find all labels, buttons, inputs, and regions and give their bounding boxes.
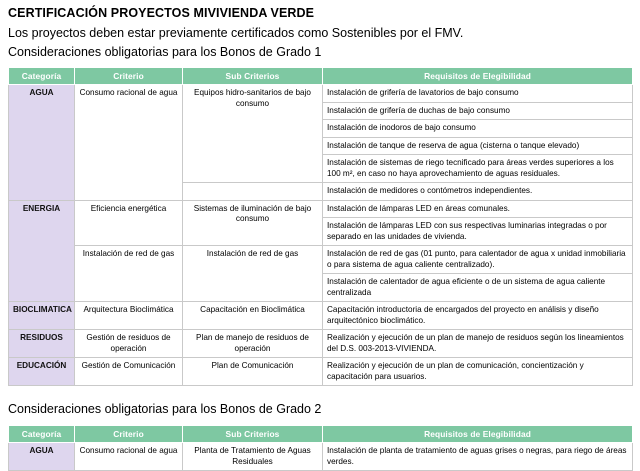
table-row	[9, 246, 633, 274]
table-header-row	[9, 426, 633, 443]
column-header-criterio: Criterio	[75, 426, 183, 443]
cell-requisito: Instalación de inodoros de bajo consumo	[323, 120, 633, 138]
cell-requisito: Capacitación introductoria de encargados del proyecto en análisis y diseño arquitectónico bioclimático.	[323, 302, 633, 330]
cell-requisito: Instalación de grifería de duchas de bajo consumo	[323, 102, 633, 120]
column-header-requisitos: Requisitos de Elegibilidad	[323, 426, 633, 443]
subtitle-grade-1: Consideraciones obligatorias para los Bonos de Grado 1	[8, 44, 322, 59]
cell-subcriterio: Capacitación en Bioclimática	[183, 302, 323, 330]
cell-categoria: ENERGIA	[9, 200, 75, 302]
table-row	[9, 85, 633, 103]
cell-requisito: Instalación de calentador de agua eficiente o de un sistema de agua caliente centralizada	[323, 274, 633, 302]
cell-subcriterio: Instalación de red de gas	[183, 246, 323, 302]
column-header-subcriterios: Sub Criterios	[183, 426, 323, 443]
cell-requisito: Instalación de lámparas LED en áreas comunales.	[323, 200, 633, 218]
cell-criterio: Consumo racional de agua	[75, 85, 183, 201]
column-header-categoria: Categoría	[9, 426, 75, 443]
cell-subcriterio: Planta de Tratamiento de Aguas Residuales	[183, 443, 323, 471]
cell-categoria: RESIDUOS	[9, 330, 75, 358]
cell-requisito: Realización y ejecución de un plan de manejo de residuos según los lineamientos del D.S. 003-2013-VIVIENDA.	[323, 330, 633, 358]
cell-categoria: AGUA	[9, 443, 75, 471]
cell-requisito: Instalación de lámparas LED con sus respectivas luminarias integradas o por separado en las unidades de vivienda.	[323, 218, 633, 246]
cell-criterio: Gestión de Comunicación	[75, 358, 183, 386]
cell-criterio: Instalación de red de gas	[75, 246, 183, 302]
cell-categoria: AGUA	[9, 85, 75, 201]
cell-subcriterio: Plan de manejo de residuos de operación	[183, 330, 323, 358]
table-row	[9, 302, 633, 330]
cell-subcriterio	[183, 183, 323, 201]
cell-subcriterio: Sistemas de iluminación de bajo consumo	[183, 200, 323, 246]
cell-criterio: Gestión de residuos de operación	[75, 330, 183, 358]
subtitle-grade-2: Consideraciones obligatorias para los Bonos de Grado 2	[8, 402, 322, 417]
column-header-categoria: Categoría	[9, 68, 75, 85]
table-grade-2	[8, 425, 633, 471]
table-row	[9, 358, 633, 386]
cell-requisito: Realización y ejecución de un plan de comunicación, concientización y capacitación para usuarios.	[323, 358, 633, 386]
cell-requisito: Instalación de tanque de reserva de agua (cisterna o tanque elevado)	[323, 137, 633, 155]
cell-subcriterio: Equipos hidro-sanitarios de bajo consumo	[183, 85, 323, 183]
cell-criterio: Eficiencia energética	[75, 200, 183, 246]
cell-criterio: Arquitectura Bioclimática	[75, 302, 183, 330]
table-row	[9, 330, 633, 358]
cell-requisito: Instalación de red de gas (01 punto, para calentador de agua x unidad inmobiliaria o para sistema de agua caliente centralizado).	[323, 246, 633, 274]
cell-criterio: Consumo racional de agua	[75, 443, 183, 471]
table-header-row	[9, 68, 633, 85]
column-header-requisitos: Requisitos de Elegibilidad	[323, 68, 633, 85]
cell-categoria: BIOCLIMATICA	[9, 302, 75, 330]
table-grade-1	[8, 67, 633, 386]
cell-requisito: Instalación de medidores o contómetros independientes.	[323, 183, 633, 201]
table-row	[9, 443, 633, 471]
column-header-criterio: Criterio	[75, 68, 183, 85]
table-row	[9, 200, 633, 218]
cell-subcriterio: Plan de Comunicación	[183, 358, 323, 386]
cell-requisito: Instalación de grifería de lavatorios de bajo consumo	[323, 85, 633, 103]
cell-requisito: Instalación de planta de tratamiento de aguas grises o negras, para riego de áreas verdes.	[323, 443, 633, 471]
column-header-subcriterios: Sub Criterios	[183, 68, 323, 85]
cell-categoria: EDUCACIÓN	[9, 358, 75, 386]
intro-paragraph: Los proyectos deben estar previamente certificados como Sostenibles por el FMV.	[8, 25, 464, 40]
page-title: CERTIFICACIÓN PROYECTOS MIVIVIENDA VERDE	[8, 6, 315, 20]
cell-requisito: Instalación de sistemas de riego tecnificado para áreas verdes superiores a los 100 m², en caso no haya aprovechamiento de aguas residuales.	[323, 155, 633, 183]
